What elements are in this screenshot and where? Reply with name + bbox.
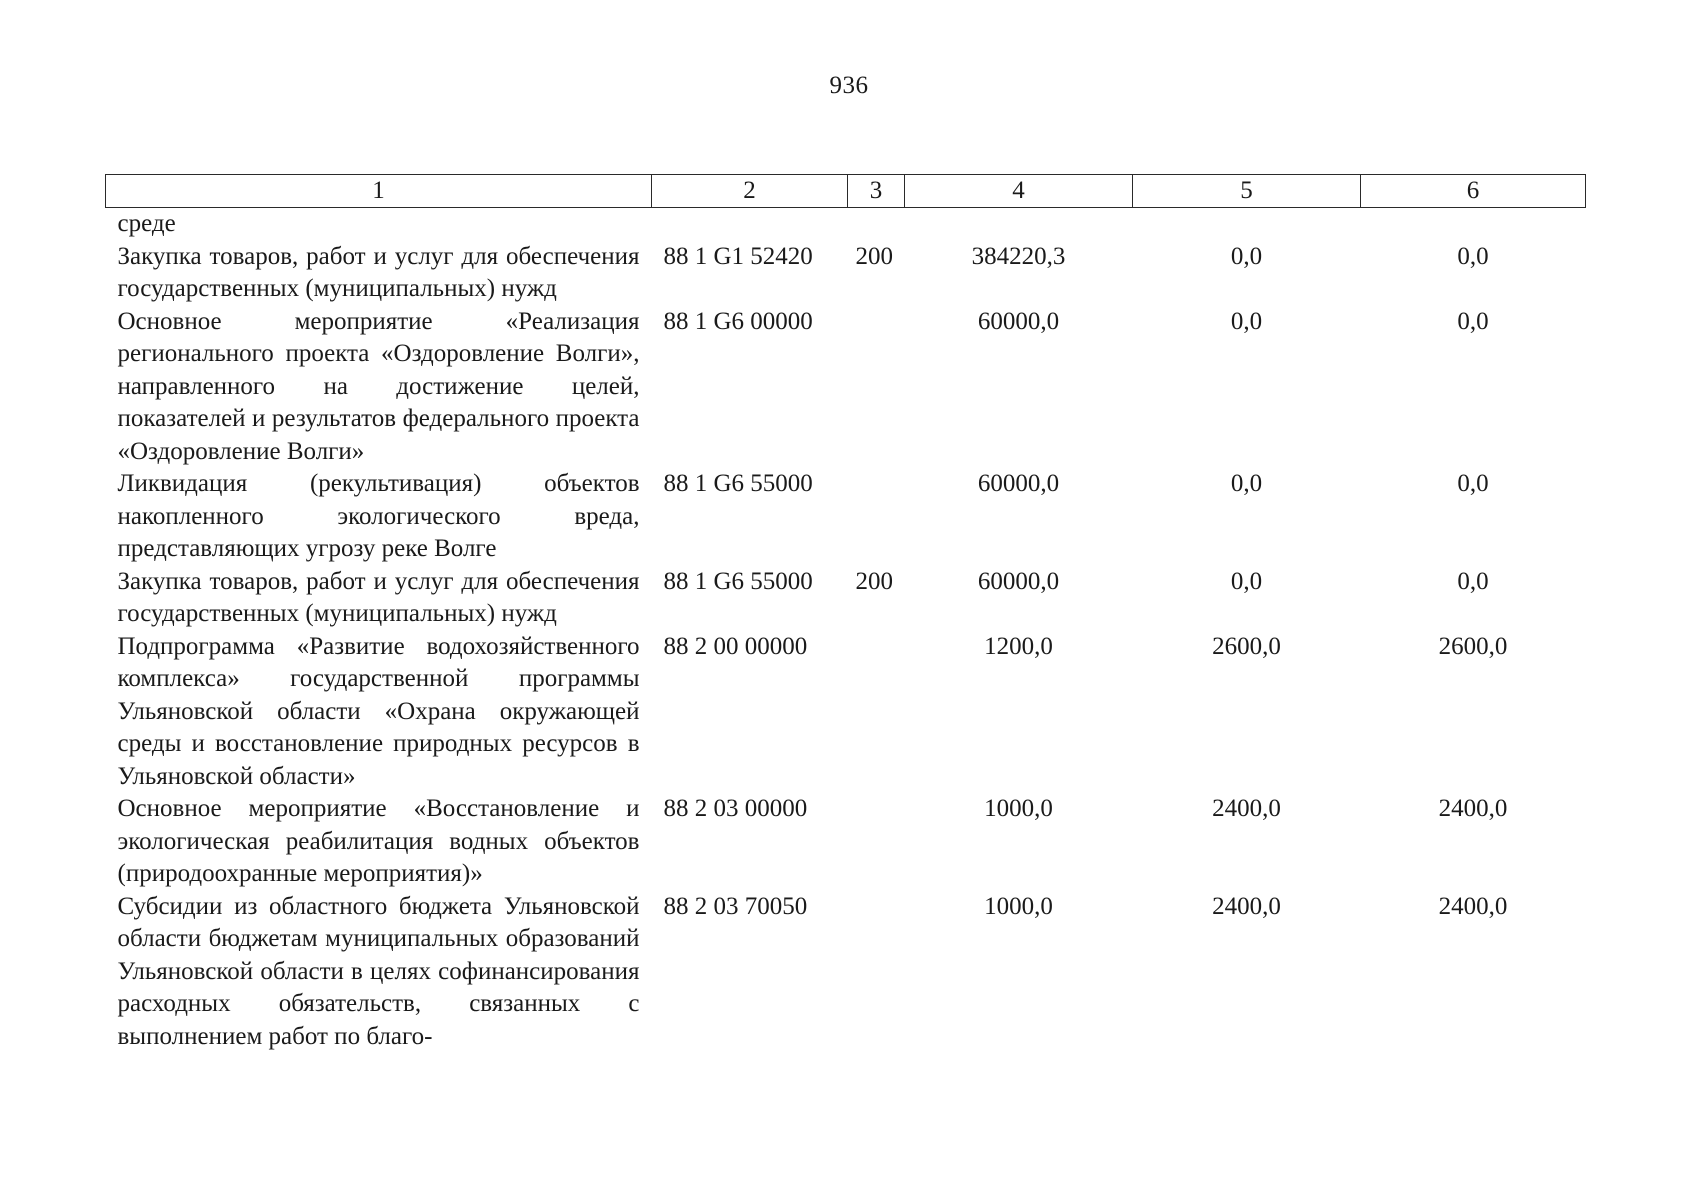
table-row (106, 631, 1586, 794)
row-vr (848, 793, 905, 891)
table-row (106, 306, 1586, 469)
table-row (106, 793, 1586, 891)
row-value-4 (905, 208, 1133, 241)
row-code: 88 1 G1 52420 (663, 242, 813, 270)
row-value-4: 60000,0 (977, 567, 1060, 595)
row-value-5 (1133, 208, 1361, 241)
row-value-4: 384220,3 (971, 242, 1066, 270)
row-code: 88 2 00 00000 (663, 632, 808, 660)
row-code: 88 1 G6 00000 (663, 307, 813, 335)
row-value-4: 1000,0 (984, 892, 1053, 920)
row-value-6 (1361, 208, 1586, 241)
page-number: 936 (829, 72, 869, 99)
row-value-4: 1200,0 (984, 632, 1053, 660)
row-value-5: 0,0 (1230, 470, 1263, 497)
row-code: 88 1 G6 55000 (663, 567, 813, 595)
row-name: Ликвидация (рекультивация) объектов накопленного экологического вреда, представляющих угрозу реке Волге (117, 470, 640, 562)
row-vr (848, 208, 905, 241)
row-name: Закупка товаров, работ и услуг для обеспечения государственных (муниципальных) нужд (117, 242, 640, 302)
row-value-6: 2600,0 (1438, 632, 1508, 660)
table-header (106, 175, 1586, 208)
row-value-5: 0,0 (1230, 307, 1263, 335)
row-code (652, 208, 848, 241)
table-row (106, 208, 1586, 241)
row-vr: 200 (855, 567, 893, 595)
row-value-6: 2400,0 (1438, 892, 1508, 920)
header-col-1: 1 (106, 175, 652, 208)
header-col-2: 2 (652, 175, 848, 208)
row-name: среде (117, 210, 176, 237)
row-value-5: 2400,0 (1212, 892, 1281, 920)
row-value-5: 0,0 (1230, 567, 1263, 595)
table-row (106, 566, 1586, 631)
row-vr (848, 468, 905, 566)
row-code: 88 2 03 70050 (663, 892, 808, 920)
row-code: 88 1 G6 55000 (663, 470, 813, 497)
table-row (106, 891, 1586, 1054)
table-row (106, 241, 1586, 306)
row-value-5: 2400,0 (1212, 795, 1281, 822)
row-value-4: 60000,0 (977, 470, 1060, 497)
row-value-4: 1000,0 (984, 795, 1053, 822)
table-body (106, 208, 1586, 1054)
row-value-6: 0,0 (1457, 242, 1489, 270)
row-code: 88 2 03 00000 (663, 795, 808, 822)
row-vr (848, 631, 905, 794)
row-vr (848, 306, 905, 469)
row-name: Основное мероприятие «Реализация регионального проекта «Оздоровление Волги», направленного на достижение целей, показателей и результатов федерального проекта «Оздоровление Волги» (117, 307, 640, 465)
row-value-5: 0,0 (1230, 242, 1263, 270)
header-col-5: 5 (1133, 175, 1361, 208)
row-value-6: 2400,0 (1438, 795, 1508, 822)
header-col-6: 6 (1361, 175, 1586, 208)
row-name: Подпрограмма «Развитие водохозяйственного комплекса» государственной программы Ульяновской области «Охрана окружающей среды и восстановление природных ресурсов в Ульяновской области» (117, 632, 640, 790)
row-vr: 200 (855, 242, 893, 270)
budget-table (105, 174, 1586, 1053)
row-value-6: 0,0 (1457, 567, 1489, 595)
row-name: Основное мероприятие «Восстановление и экологическая реабилитация водных объектов (природоохранные мероприятия)» (117, 795, 640, 887)
header-col-3: 3 (848, 175, 905, 208)
row-value-6: 0,0 (1457, 470, 1489, 497)
row-name: Субсидии из областного бюджета Ульяновской области бюджетам муниципальных образований Ульяновской области в целях софинансирования расходных обязательств, связанных с выполнением работ по благо- (117, 892, 640, 1050)
table-row (106, 468, 1586, 566)
row-value-6: 0,0 (1457, 307, 1489, 335)
row-value-5: 2600,0 (1212, 632, 1281, 660)
row-vr (848, 891, 905, 1054)
row-name: Закупка товаров, работ и услуг для обеспечения государственных (муниципальных) нужд (117, 567, 640, 627)
row-value-4: 60000,0 (977, 307, 1060, 335)
header-row (106, 175, 1586, 208)
header-col-4: 4 (905, 175, 1133, 208)
